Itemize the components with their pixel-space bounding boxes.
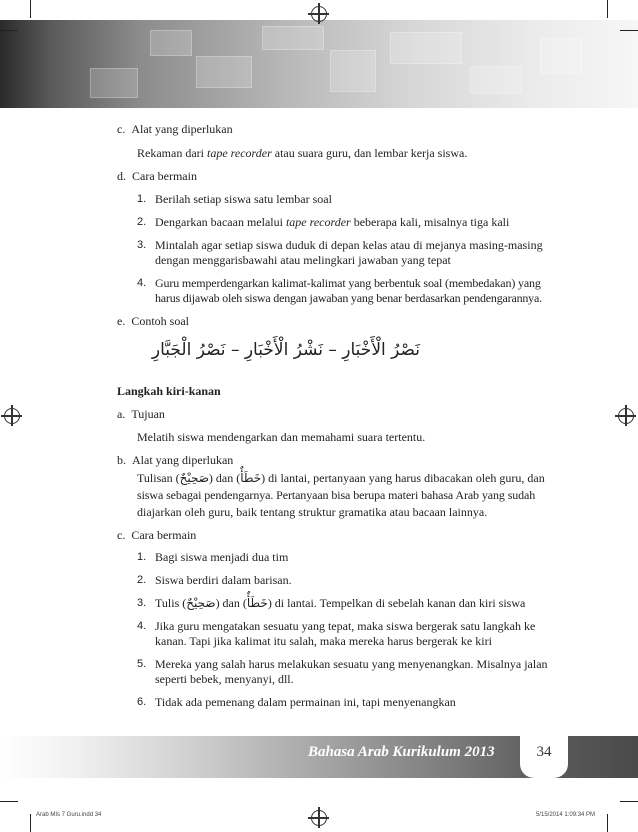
page-number: 34 xyxy=(536,744,552,760)
list-item: Mintalah agar setiap siswa duduk di depan kelas atau di mejanya masing-masing xyxy=(155,238,543,252)
italic-text: tape recorder xyxy=(206,146,272,160)
section-heading: Cara bermain xyxy=(131,528,197,542)
list-number: 3. xyxy=(137,239,147,251)
text: Dengarkan bacaan melalui xyxy=(155,215,286,229)
crop-mark xyxy=(620,30,638,31)
list-item-cont: seperti bebek, menyanyi, dll. xyxy=(155,672,294,686)
paragraph xyxy=(137,470,545,486)
registration-mark-icon xyxy=(311,810,327,826)
italic-text: tape recorder xyxy=(285,215,351,229)
arabic-word: خَطَأٌ xyxy=(240,471,262,485)
list-number: 6. xyxy=(137,696,147,708)
list-number: 1. xyxy=(137,193,147,205)
slug-left: Arab MIs 7 Guru.indd 34 xyxy=(36,812,102,818)
text: ) dan ( xyxy=(208,471,241,485)
registration-mark-icon xyxy=(311,6,327,22)
arabic-word: صَحِيْحٌ xyxy=(179,471,209,485)
footer-title: Bahasa Arab Kurikulum 2013 xyxy=(308,744,495,760)
list-number: 4. xyxy=(137,277,147,289)
list-item: Tidak ada pemenang dalam permainan ini, tapi menyenangkan xyxy=(155,695,456,709)
section-label: d. xyxy=(117,169,126,183)
list-item xyxy=(155,214,509,230)
text: atau suara guru, dan lembar kerja siswa. xyxy=(271,146,468,160)
list-item: Siswa berdiri dalam barisan. xyxy=(155,573,292,587)
section-b xyxy=(117,452,233,468)
text: beberapa kali, misalnya tiga kali xyxy=(350,215,510,229)
crop-mark xyxy=(0,30,18,31)
slug-right: 5/15/2014 1:09:34 PM xyxy=(536,812,596,818)
list-item: Guru memperdengarkan kalimat-kalimat yang berbentuk soal (membedakan) yang xyxy=(155,276,541,290)
list-item-cont: dengan menggarisbawahi atau melingkari jawaban yang tepat xyxy=(155,253,451,267)
list-item-cont: kanan. Tapi jika kalimat itu salah, maka mereka harus bergerak ke kiri xyxy=(155,634,492,648)
paragraph-line: diajarkan oleh guru, baik tentang struktur gramatika atau bacaan lainnya. xyxy=(137,505,488,519)
section-label: e. xyxy=(117,314,126,328)
section-heading: Contoh soal xyxy=(131,314,189,328)
list-number: 2. xyxy=(137,216,147,228)
list-item: Berilah setiap siswa satu lembar soal xyxy=(155,192,332,206)
list-number: 4. xyxy=(137,620,147,632)
list-item xyxy=(155,595,525,611)
list-number: 3. xyxy=(137,597,147,609)
paragraph-line: siswa sebagai pendengarnya. Pertanyaan bisa berupa materi bahasa Arab yang sudah xyxy=(137,488,536,502)
section-heading: Cara bermain xyxy=(132,169,197,183)
list-number: 1. xyxy=(137,551,147,563)
crop-mark xyxy=(30,814,31,832)
arabic-word: صَحِيْحٌ xyxy=(186,596,216,610)
section-heading: Alat yang diperlukan xyxy=(132,453,234,467)
paragraph xyxy=(137,145,467,161)
section-d xyxy=(117,168,197,184)
section-a xyxy=(117,406,165,422)
text: ) di lantai, pertanyaan yang harus dibacakan oleh guru, dan xyxy=(261,471,545,485)
text: Tulis ( xyxy=(155,596,187,610)
list-number: 2. xyxy=(137,574,147,586)
crop-mark xyxy=(620,801,638,802)
section-c xyxy=(117,121,233,137)
section-e xyxy=(117,313,189,329)
list-number: 5. xyxy=(137,658,147,670)
section-heading: Tujuan xyxy=(131,407,165,421)
list-item: Bagi siswa menjadi dua tim xyxy=(155,550,289,564)
registration-mark-icon xyxy=(4,408,20,424)
list-item: Mereka yang salah harus melakukan sesuatu yang menyenangkan. Misalnya jalan xyxy=(155,657,548,671)
section-c2 xyxy=(117,527,196,543)
header-banner xyxy=(0,20,638,108)
activity-title: Langkah kiri-kanan xyxy=(117,384,221,398)
text: ) di lantai. Tempelkan di sebelah kanan dan kiri siswa xyxy=(267,596,526,610)
crop-mark xyxy=(607,814,608,832)
section-label: c. xyxy=(117,528,126,542)
crop-mark xyxy=(0,801,18,802)
text: Tulisan ( xyxy=(137,471,180,485)
crop-mark xyxy=(30,0,31,18)
section-label: b. xyxy=(117,453,126,467)
paragraph: Melatih siswa mendengarkan dan memahami suara tertentu. xyxy=(137,430,426,444)
crop-mark xyxy=(607,0,608,18)
text: Rekaman dari xyxy=(137,146,207,160)
section-label: a. xyxy=(117,407,126,421)
list-item-cont: harus dijawab oleh siswa dengan jawaban yang benar berdasarkan pendengarannya. xyxy=(155,291,542,305)
arabic-example: نَصْرُ الْأَخْبَارِ – نَشْرُ الْأَخْبَارِ – نَصْرُ الْجَبَّارِ xyxy=(151,340,420,360)
section-label: c. xyxy=(117,122,126,136)
text: ) dan ( xyxy=(215,596,247,610)
registration-mark-icon xyxy=(618,408,634,424)
section-heading: Alat yang diperlukan xyxy=(131,122,233,136)
arabic-word: خَطَأٌ xyxy=(246,596,268,610)
list-item: Jika guru mengatakan sesuatu yang tepat, maka siswa bergerak satu langkah ke xyxy=(155,619,536,633)
